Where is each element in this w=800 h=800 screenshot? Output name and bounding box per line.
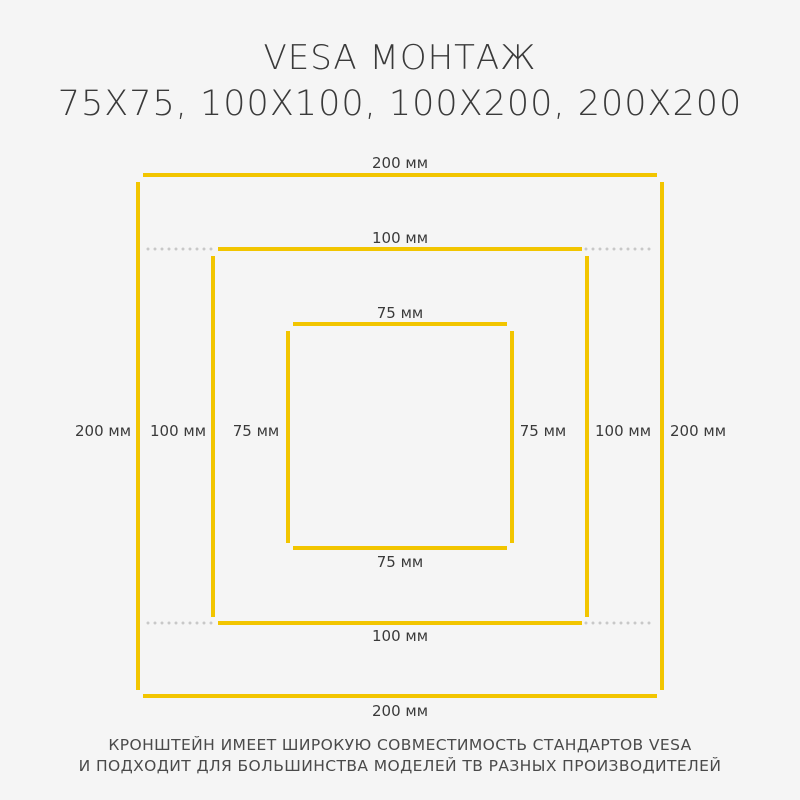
outer-top-label: 200 мм: [371, 154, 429, 172]
outer-square: [138, 175, 662, 696]
outer-bottom-label: 200 мм: [371, 702, 429, 720]
inner-square: [288, 324, 512, 548]
inner-left-label: 75 мм: [232, 422, 280, 440]
footer-line-2: И ПОДХОДИТ ДЛЯ БОЛЬШИНСТВА МОДЕЛЕЙ ТВ РАЗНЫХ ПРОИЗВОДИТЕЛЕЙ: [78, 757, 722, 775]
footer-line-1: КРОНШТЕЙН ИМЕЕТ ШИРОКУЮ СОВМЕСТИМОСТЬ СТАНДАРТОВ VESA: [108, 736, 692, 754]
inner-top-label: 75 мм: [376, 304, 424, 322]
title-line-2: 75X75, 100X100, 100X200, 200X200: [57, 84, 743, 124]
inner-bottom-label: 75 мм: [376, 553, 424, 571]
middle-right-label: 100 мм: [594, 422, 652, 440]
outer-right-label: 200 мм: [669, 422, 727, 440]
middle-left-label: 100 мм: [149, 422, 207, 440]
middle-bottom-label: 100 мм: [371, 627, 429, 645]
outer-left-label: 200 мм: [74, 422, 132, 440]
title-line-1: VESA МОНТАЖ: [263, 38, 537, 78]
inner-right-label: 75 мм: [519, 422, 567, 440]
middle-top-label: 100 мм: [371, 229, 429, 247]
